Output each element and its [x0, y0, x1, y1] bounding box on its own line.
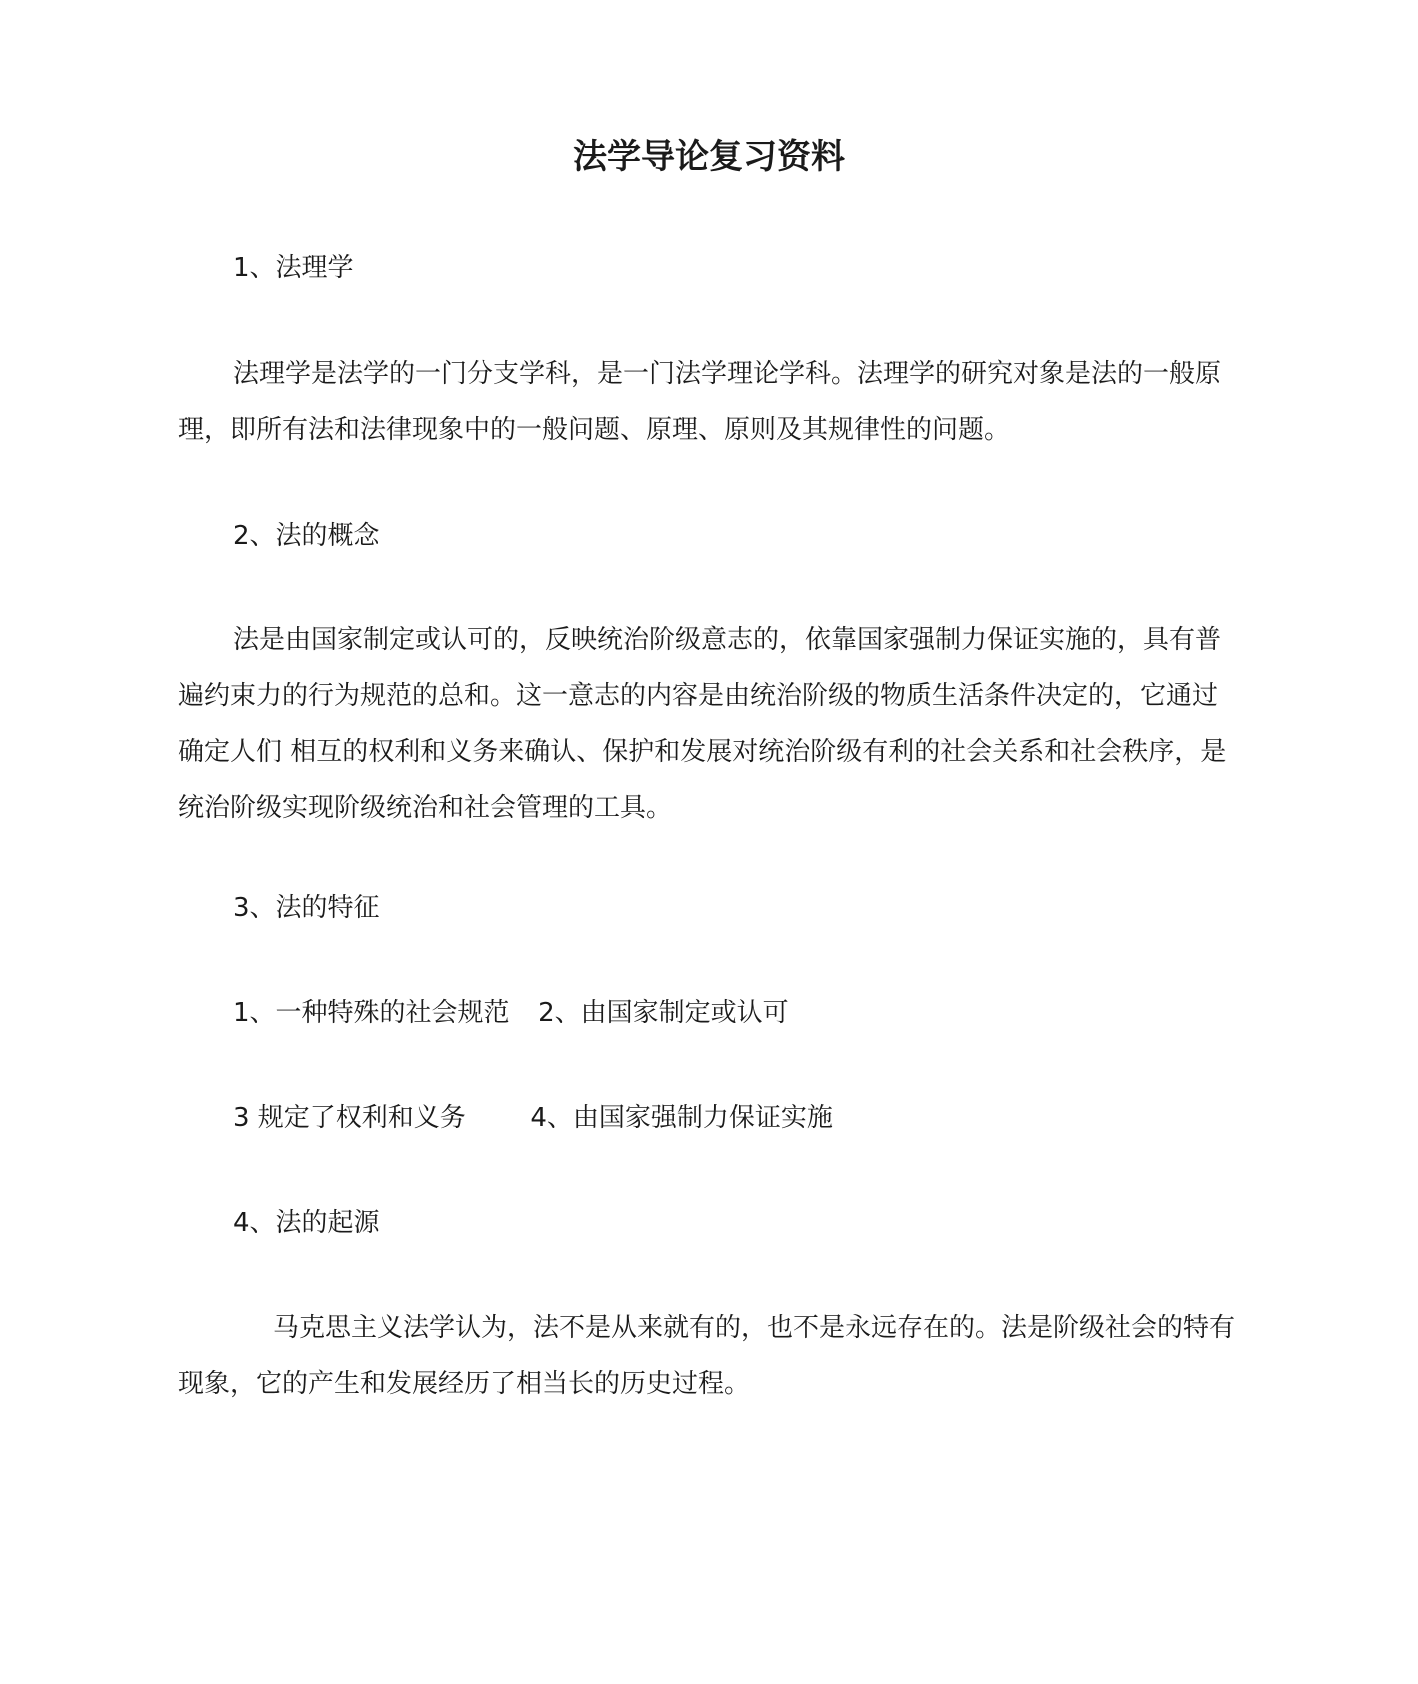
section-heading-origin-of-law: 4、法的起源 [233, 1208, 380, 1238]
feature-item-4: 4、由国家强制力保证实施 [530, 1103, 833, 1133]
section-body-concept-of-law: 法是由国家制定或认可的，反映统治阶级意志的，依靠国家强制力保证实施的，具有普遍约束力的行为规范的总和。这一意志的内容是由统治阶级的物质生活条件决定的，它通过确定人们 相互的权利和义务来确认、保护和发展对统治阶级有利的社会关系和社会秩序，是统治阶级实现阶级统治和社会管理的工具。 [178, 625, 1227, 823]
section-heading-features-of-law: 3、法的特征 [233, 893, 380, 923]
section-body-origin-of-law: 马克思主义法学认为，法不是从来就有的，也不是永远存在的。法是阶级社会的特有现象，它的产生和发展经历了相当长的历史过程。 [178, 1313, 1236, 1399]
section-heading-concept-of-law: 2、法的概念 [233, 521, 380, 551]
feature-item-3: 3 规定了权利和义务 [233, 1103, 466, 1133]
feature-item-2: 2、由国家制定或认可 [538, 998, 789, 1028]
features-line-2 [233, 1090, 833, 1146]
section-heading-jurisprudence: 1、法理学 [233, 253, 354, 283]
section-body-jurisprudence: 法理学是法学的一门分支学科，是一门法学理论学科。法理学的研究对象是法的一般原理，即所有法和法律现象中的一般问题、原理、原则及其规律性的问题。 [178, 359, 1222, 445]
document-title: 法学导论复习资料 [573, 137, 845, 177]
features-line-1 [233, 985, 789, 1041]
feature-item-1: 1、一种特殊的社会规范 [233, 998, 510, 1028]
